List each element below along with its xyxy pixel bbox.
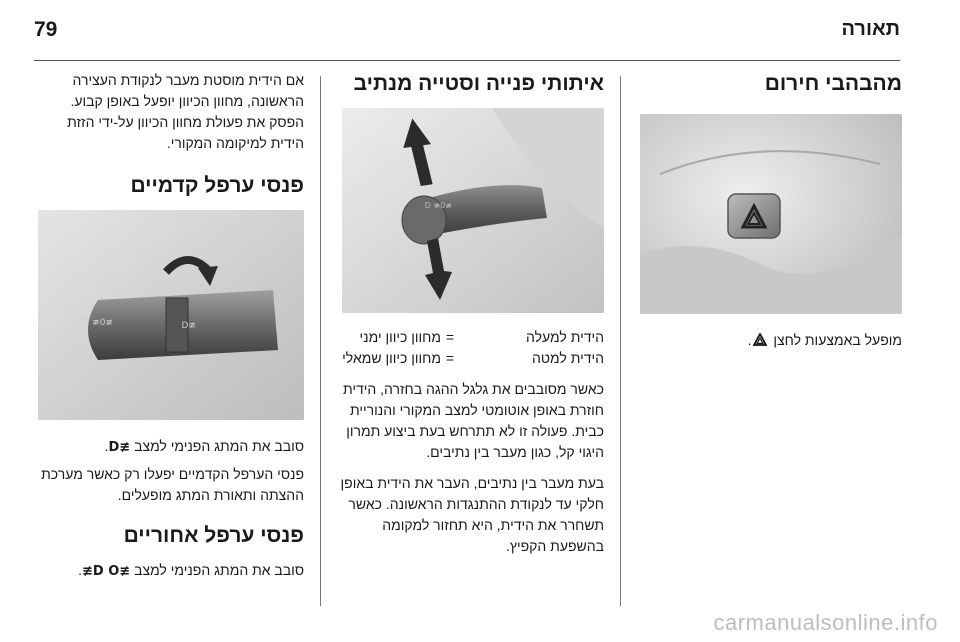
rear-fog-heading: פנסי ערפל אחוריים: [123, 524, 304, 547]
watermark: carmanualsonline.info: [713, 610, 938, 635]
hazard-button-photo: [640, 114, 902, 314]
hazard-caption-line: מופעל באמצעות לחצן .: [747, 332, 902, 348]
svg-text:≢D: ≢D: [181, 321, 196, 331]
table-row: הידית למטה = מחוון כיוון שמאלי: [342, 350, 604, 366]
column-fog-lights: [36, 70, 304, 582]
column-divider-right: [620, 76, 621, 606]
front-fog-note: פנסי הערפל הקדמיים יפעלו רק כאשר מערכת ההצתה ותאורת המתג מופעלים.: [41, 466, 304, 503]
page-header: [34, 18, 900, 48]
header-rule: [34, 60, 900, 61]
turn-signals-heading: איתותי פנייה וסטייה מנתיב: [353, 72, 604, 95]
fog-light-front-symbol: ≢D: [108, 440, 131, 455]
fog-light-switch-photo: [38, 210, 304, 420]
page-number: 79: [34, 18, 58, 41]
rear-fog-instruction: סובב את המתג הפנימי למצב ≢D O≢.: [78, 562, 304, 579]
hazard-warning-icon: [753, 333, 767, 346]
front-fog-heading: פנסי ערפל קדמיים: [130, 174, 304, 197]
table-row: הידית למעלה = מחוון כיוון ימני: [359, 329, 604, 345]
turn-signal-paragraph-2: בעת מעבר בין נתיבים, העבר את הידית באופן חלקי עד לנקודת ההתנגדות הראשונה. כאשר תשחרר את הידית, היא תחזור למקומה בהשפעת הקפיץ.: [340, 475, 604, 554]
column-hazard: [636, 70, 902, 351]
svg-text:≢D ≢0: ≢D ≢0: [82, 318, 113, 328]
fog-light-rear-symbol: ≢D O≢: [82, 564, 131, 579]
turn-signal-stalk-photo: [342, 108, 604, 313]
hazard-heading: מהבהבי חירום: [764, 72, 902, 95]
turn-signal-table: [336, 327, 604, 369]
column-turn-signals: [336, 70, 604, 557]
front-fog-instruction: סובב את המתג הפנימי למצב ≢D.: [104, 438, 304, 455]
svg-text:≢D ≢0: ≢D ≢0: [424, 201, 452, 210]
section-title: תאורה: [841, 18, 900, 40]
turn-signal-paragraph-1: כאשר מסובבים את גלגל ההגה בחזרה, הידית חוזרת באופן אוטומטי למצב המקורי והנוריית כבית. פעולה זו לא תתרחש בעת ביצוע תמרון היגוי קל, כגון מעבר בין נתיבים.: [342, 381, 604, 460]
column-divider-left: [320, 76, 321, 606]
turn-signal-continued: אם הידית מוסטת מעבר לנקודת העצירה הראשונה, מחוון הכיוון יופעל באופן קבוע. הפסק את פעולת מחוון הכיוון על-ידי הזזת הידית למיקומה המקורי.: [67, 72, 304, 151]
hazard-caption: מופעל באמצעות לחצן: [773, 332, 902, 348]
